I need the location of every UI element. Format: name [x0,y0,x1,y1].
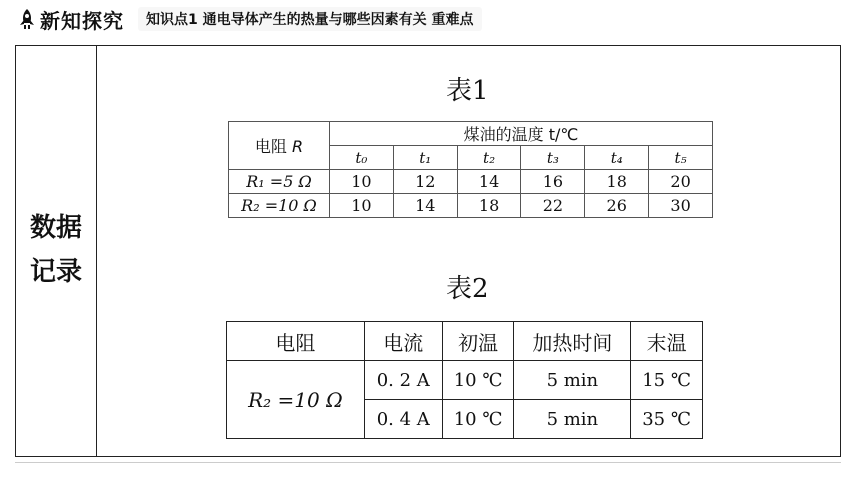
table-cell: 0. 4 A [364,400,442,439]
table1-row-label: R₁ =5 Ω [229,170,330,194]
table-cell: 10 ℃ [442,361,514,400]
table-cell: 0. 2 A [364,361,442,400]
table2-header: 初温 [442,322,514,361]
table1-time-label: t₁ [393,146,457,170]
table2 [226,321,703,439]
table-cell: 12 [393,170,457,194]
table-cell: 15 ℃ [631,361,703,400]
row-label-line-1: 数据 [29,213,82,243]
table2-caption: 表2 [446,274,489,304]
table-cell: 16 [521,170,585,194]
table1-temp-header: 煤油的温度 t/℃ [330,122,713,146]
table1 [228,121,713,218]
table-row [227,361,703,400]
table1-time-label: t₃ [521,146,585,170]
table1-row-label: R₂ =10 Ω [229,194,330,218]
table-cell: 5 min [514,361,631,400]
table1-resistor-header: 电阻 R [229,122,330,170]
table-cell: 14 [457,170,521,194]
table-cell: 18 [457,194,521,218]
table-row [229,194,713,218]
table1-time-label: t₅ [649,146,713,170]
page-header [18,4,482,34]
table2-header: 末温 [631,322,703,361]
row-label [16,206,96,294]
table2-header: 电阻 [227,322,365,361]
bottom-divider [15,462,841,463]
table-cell: 10 [330,170,394,194]
table-cell: 20 [649,170,713,194]
table-cell: 5 min [514,400,631,439]
table2-header: 加热时间 [514,322,631,361]
table1-time-label: t₄ [585,146,649,170]
table-cell: 10 [330,194,394,218]
content-box [15,45,841,457]
table2-resistor: R₂ =10 Ω [227,361,365,439]
table-cell: 22 [521,194,585,218]
table2-header: 电流 [364,322,442,361]
table1-time-label: t₀ [330,146,394,170]
table-cell: 18 [585,170,649,194]
table-cell: 14 [393,194,457,218]
rocket-icon [18,8,36,30]
knowledge-point-label: 知识点1 通电导体产生的热量与哪些因素有关 重难点 [138,7,482,31]
section-title: 新知探究 [40,8,124,33]
table-cell: 35 ℃ [631,400,703,439]
table-cell: 10 ℃ [442,400,514,439]
table1-caption: 表1 [446,76,489,106]
table1-time-label: t₂ [457,146,521,170]
table-row [229,170,713,194]
table-cell: 26 [585,194,649,218]
table-cell: 30 [649,194,713,218]
column-divider [96,46,97,456]
row-label-line-2: 记录 [29,257,82,287]
